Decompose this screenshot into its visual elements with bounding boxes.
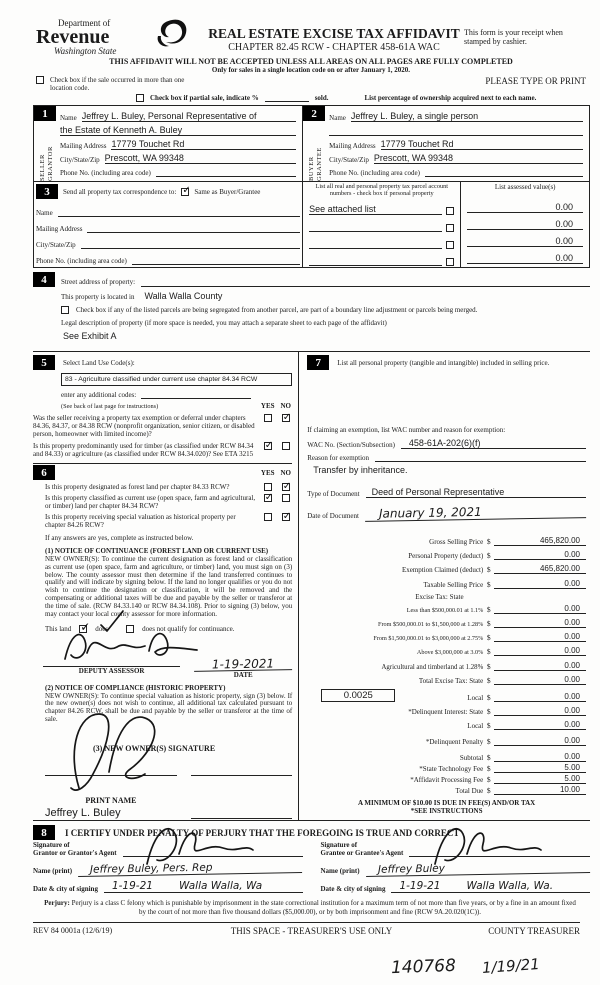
section-5-number: 5 [33,355,55,370]
street-address-field[interactable] [141,277,590,287]
doc-date-label: Date of Document [307,512,359,520]
logo-line2: Revenue [36,26,110,48]
corr-mailing-label: Mailing Address [36,225,83,233]
certify-statement: I CERTIFY UNDER PENALTY OF PERJURY THAT THE FOREGOING IS TRUE AND CORRECT [65,827,460,838]
exemption-claimed-field[interactable]: 465,820.00 [494,564,586,574]
s6-q1-yes-checkbox[interactable] [264,483,272,491]
local-excise-field[interactable]: 0.00 [494,692,586,702]
section-8-number: 8 [33,825,55,840]
header-only-note: Only for sales in a single location code on or after January 1, 2020. [211,66,411,74]
deputy-assessor-label: DEPUTY ASSESSOR [78,666,145,675]
gross-selling-price-field[interactable]: 465,820.00 [494,536,586,546]
doc-date-field[interactable]: January 19, 2021 [365,503,586,522]
form-subtitle: CHAPTER 82.45 RCW - CHAPTER 458-61A WAC [228,42,440,53]
treasurer-space-label: THIS SPACE - TREASURER'S USE ONLY [230,925,393,936]
street-address-label: Street address of property: [61,278,136,286]
corr-city-label: City/State/Zip [36,241,76,249]
seller-name-label: Name [60,114,77,122]
treasurer-stamp [391,957,540,977]
wac-field[interactable]: 458-61A-202(6)(f) [401,438,586,449]
this-land-label: This land [45,624,72,633]
same-as-buyer-checkbox[interactable]: ✓ [182,185,191,196]
s6-q2-no-checkbox[interactable] [282,494,290,502]
seller-city-field[interactable]: Prescott, WA 99348 [105,153,297,164]
buyer-name-label: Name [329,114,346,122]
s6-question-1: Is this property designated as forest land per chapter 84.33 RCW? [45,483,230,491]
parcel-header: List all real and personal property tax parcel account numbers - check box if personal property [315,183,449,197]
section-4 [33,272,590,341]
grantor-signature-field[interactable] [123,847,303,857]
subtotal-field[interactable]: 0.00 [494,752,586,762]
personal-property-checkbox-2[interactable] [446,241,454,249]
dor-logo [36,18,204,56]
county-treasurer-label: COUNTY TREASURER [488,925,580,936]
wac-label: WAC No. (Section/Subsection) [307,441,395,449]
ownership-note: List percentage of ownership acquired next to each name. [364,94,537,102]
form-footer [33,922,580,936]
corr-phone-label: Phone No. (including area code) [36,257,127,265]
section-3 [34,181,589,267]
assessed-field-0[interactable]: 0.00 [467,202,583,213]
grantee-sig-label: Signature of Grantee or Grantee's Agent [320,841,404,857]
personal-property-title: List all personal property (tangible and intangible) included in selling price. [337,358,550,367]
local-rate-box[interactable]: 0.0025 [321,689,395,702]
legal-description-label: Legal description of property (if more space is needed, you may attach a separate sheet to each page of the affidavit) [61,319,387,327]
notice1-title: (1) NOTICE OF CONTINUANCE (FOREST LAND OR CURRENT USE) [45,547,269,555]
does-not-label: does not qualify for continuance. [142,624,235,633]
parties-parcels-box [33,105,590,268]
seller-mailing-label: Mailing Address [60,142,107,150]
notice1-body: NEW OWNER(S): To continue the current designation as forest land or classification as current use (open space, farm and agriculture, or timber) land, you must sign on (3) below. The county assessor must then determine if the land transferred continues to qualify and will indicate by signing below. If the land no longer qualifies or you do not wish to continue the designation or classification, it will be removed and the compensating or additional taxes will be due and payable by the seller or transferor at the time of sale. (RCW 84.33.140 or RCW 84.34.108). Prior to signing (3) below, you may contact your local county assessor for more information. [45,555,293,618]
partial-sale-label: Check box if partial sale, indicate % [150,93,259,102]
personal-property-deduct-field[interactable]: 0.00 [494,550,586,560]
buyer-mailing-label: Mailing Address [329,142,376,150]
grantor-name-field[interactable]: Jeffrey Buley, Pers. Rep [78,860,303,877]
total-excise-state-field[interactable]: 0.00 [494,675,586,685]
doc-type-field[interactable]: Deed of Personal Representative [366,487,586,498]
seller-phone-field[interactable] [156,167,296,177]
buyer-name-field[interactable]: Jeffrey L. Buley, a single person [351,111,583,122]
buyer-phone-field[interactable] [425,167,583,177]
corr-city-field[interactable] [81,239,301,249]
multi-location-checkbox[interactable] [36,76,44,84]
receipt-note: This form is your receipt when stamped by cashier. [464,28,563,46]
excise-tier4-field[interactable]: 0.00 [494,646,586,656]
does-label: does [95,624,109,633]
no-header: NO [280,402,291,410]
s5-q2-no-checkbox[interactable] [282,442,290,450]
multi-location-label: Check box if the sale occurred in more than one location code. [50,76,185,92]
section-1-number: 1 [34,106,56,121]
parcel-field-0[interactable]: See attached list [309,204,442,215]
buyer-city-label: City/State/Zip [329,156,369,164]
corr-phone-field[interactable] [132,255,300,265]
please-type-note: PLEASE TYPE OR PRINT [485,76,586,86]
s5-q2-yes-checkbox[interactable]: ✓ [264,439,274,451]
buyer-mailing-field[interactable]: 17779 Touchet Rd [381,139,583,150]
personal-property-checkbox-0[interactable] [446,207,454,215]
logo-line3: Washington State [54,46,117,56]
perjury-statement: Perjury: Perjury is a class C felony which is punishable by imprisonment in the state correctional institution for a maximum term of not more than five years, or by a fine in an amount fixed by the court of not more than five thousand dollars ($5,000.00), or by both imprisonment and fine (RCW 9A.20.020(1C)). [44,899,576,917]
section-1-seller: 1 SELLER GRANTOR Name Jeffrey L. Buley, Personal Representative of the Estate of Kenneth A. Buley Mailing Address 17779 Touchet Rd City/State/Zip Prescott, WA 99348 Phone No. (including area code) [34,106,303,181]
excise-tier1-field[interactable]: 0.00 [494,604,586,614]
stamp-date: 1/19/21 [481,955,541,977]
header-warning: THIS AFFIDAVIT WILL NOT BE ACCEPTED UNLESS ALL AREAS ON ALL PAGES ARE FULLY COMPLETED [109,57,513,66]
delinquent-interest-local-field[interactable]: 0.00 [494,720,586,730]
grantor-signing-block [33,842,303,893]
seller-name-field[interactable]: Jeffrey L. Buley, Personal Representative of [82,111,296,122]
section-2-buyer: 2 BUYER GRANTEE Name Jeffrey L. Buley, a single person Mailing Address 17779 Touchet Rd City/State/Zip Prescott, WA 99348 Phone No. (including area code) [303,106,589,181]
notice2-body: NEW OWNER(S): To continue special valuation as historic property, sign (3) below. If the new owner(s) does not wish to continue, all additional tax calculated pursuant to chapter 84.26 RCW, shall be due and payable by the seller or transferor at the time of sale. [45,691,293,724]
seller-phone-label: Phone No. (including area code) [60,169,151,177]
personal-property-checkbox-3[interactable] [446,258,454,266]
revenue-swirl-icon [154,16,190,50]
partial-sale-checkbox[interactable] [136,94,144,102]
minimum-due-note: A MINIMUM OF $10.00 IS DUE IN FEE(S) AND/OR TAX [358,799,536,808]
corr-name-field[interactable] [58,207,300,217]
logo-line1: Department of [58,18,111,28]
parcel-field-2[interactable] [309,239,442,249]
assessed-field-1[interactable]: 0.00 [467,219,583,230]
section-7: 7 List all personal property (tangible and intangible) included in selling price. If claiming an exemption, list WAC number and reason for exemption: WAC No. (Section/Subsection) 458-61A-202(6)(f) Reason for exemption Transfer by inheritance. Type of Document Deed of Personal Representative Date of Document January 19, 2021 Gross Selling Price $ 465,820.00 Personal Property (deduct) $ 0.00 Exemption Claimed (deduct) $ 465,820.00 Taxable Selling Price $ 0.00 Excise Tax: State Less than $500,000.01 at 1.1% $ 0.00 From $500,000.01 to $1,500,000 at 1.28% $ 0.00 From $1,500,000.01 to $3,000,000 at 2.75% $ 0.00 Above $3,000,000 at 3.0% $ 0.00 Agricultural and timberland at 1.28% $ 0.00 Total Excise Tax: State $ 0.00 0.0025 Local $ 0.00 *Delinquent Interest: State $ 0.00 Local $ 0.00 *Delinquent Penalty $ 0.00 Subtotal $ 0.00 *State Technology Fee $ 5.00 *Affidavit Processing Fee $ 5.00 Total Due $ 10.00 A MINIMUM OF $10.00 IS DUE IN FEE(S) AND/OR TAX *SEE INSTRUCTIONS [299,352,590,820]
print-name-value[interactable]: Jeffrey L. Buley [45,806,121,819]
any-yes-note: If any answers are yes, complete as instructed below. [45,534,194,542]
s6-q2-yes-checkbox[interactable]: ✓ [264,491,274,503]
s6-q3-no-checkbox[interactable]: ✓ [282,510,292,522]
stamp-number: 140768 [390,955,457,979]
excise-agtimber-field[interactable]: 0.00 [494,661,586,671]
s5-q1-yes-checkbox[interactable] [264,414,272,422]
seller-city-label: City/State/Zip [60,156,100,164]
buyer-name-field-2[interactable] [329,126,583,136]
s5-q1-no-checkbox[interactable]: ✓ [282,411,292,423]
deputy-signature-field[interactable] [43,657,180,667]
delinquent-interest-state-field[interactable]: 0.00 [494,706,586,716]
notice2-title: (2) NOTICE OF COMPLIANCE (HISTORIC PROPERTY) [45,683,226,692]
form-title: REAL ESTATE EXCISE TAX AFFIDAVIT [208,26,460,41]
seller-name-field-2[interactable]: the Estate of Kenneth A. Buley [60,125,296,136]
affidavit-processing-fee-field[interactable]: 5.00 [494,774,586,784]
corr-name-label: Name [36,209,53,217]
see-instructions-note: *SEE INSTRUCTIONS [410,807,483,816]
form-header [0,0,600,102]
s5-question-2: Is this property predominantly used for timber (as classified under RCW 84.34 and 84.33) or agriculture (as classified under RCW 84.34.020)? See ETA 3215 [33,442,254,458]
new-owner-signature-label: (3) NEW OWNER(S) SIGNATURE [93,743,216,753]
delinquent-penalty-field[interactable]: 0.00 [494,736,586,746]
land-use-tax-block [33,351,590,821]
s5-question-1: Was the seller receiving a property tax exemption or deferral under chapters 84.36, 84.37, or 84.38 RCW (nonprofit organization, senior citizen, or disabled person, homeowner with limited income)? [33,414,255,438]
partial-sale-sold: sold. [314,93,329,102]
assessed-header: List assessed value(s) [494,183,556,191]
section-2-number: 2 [303,106,325,121]
grantee-date-label: Date & city of signing [320,885,386,894]
land-use-title: Select Land Use Code(s): [63,358,135,367]
parcel-field-3[interactable] [309,256,442,266]
s6-question-2: Is this property classified as current use (open space, farm and agricultural, or timber) land per chapter 84.34 RCW? [45,494,256,510]
new-owner-signature-field[interactable] [45,775,177,776]
segregated-label: Check box if any of the listed parcels are being segregated from another parcel, are part of a boundary line adjustment or parcels being merged. [76,306,478,314]
send-correspondence-label: Send all property tax correspondence to: [63,187,177,196]
personal-property-checkbox-1[interactable] [446,224,454,232]
assessed-field-2[interactable]: 0.00 [467,236,583,247]
reason-value: Transfer by inheritance. [313,465,408,475]
total-due-field[interactable]: 10.00 [494,785,586,795]
s6-question-3: Is this property receiving special valuation as historical property per chapter 84.26 RCW? [45,513,236,529]
grantor-sig-label: Signature of Grantor or Grantor's Agent [33,841,117,857]
same-as-buyer-label: Same as Buyer/Grantee [194,187,261,196]
state-technology-fee-field[interactable]: 5.00 [494,763,586,773]
grantee-name-label: Name (print) [320,867,360,876]
section-6: 6 YES NO Is this property designated as forest land per chapter 84.33 RCW? ✓ Is this property classified as current use (open space, farm and agricultural, or timber) land per chapter 84.34 RCW? ✓ Is this property receiving special valuation as historical property per chapter 84.26 RCW? ✓ If any answers are yes, complete as instructed below. (1) NOTICE OF CONTINUANCE (FOREST LAND OR CURRENT USE) NEW OWNER(S): To continue the current designation as forest land or classification as current use (open space, farm and agriculture, or timber) land, you must sign on (3) below. The county assessor must then determine if the land transferred continues to qualify and will indicate by signing below. If the land no longer qualifies or you do not wish to continue the designation or classification, it will be removed and the compensating or additional taxes will be due and payable by the seller or transferor at the time of sale. (RCW 84.33.140 or RCW 84.34.108). Prior to signing (3) below, you may contact your local county assessor for more information. This land ✓ does does not qualify for continuance. DEPUTY ASSESSOR 1-19-2021 DATE (2) NOTICE OF COMPLIANCE (HISTORIC PROPERTY) NEW OWNER(S): To continue special valuation as historic property, sign (3) below. If the new owner(s) does not wish to continue, all additional tax calculated pursuant to chapter 84.26 RCW, shall be due and payable by the seller or transferor at the time of sale. (3) NEW OWNER(S) SIGNATURE PRINT NAME Jeffrey L. Buley [33,463,292,819]
excise-tier2-field[interactable]: 0.00 [494,618,586,628]
taxable-selling-price-field[interactable]: 0.00 [494,579,586,589]
land-use-code-select[interactable]: 83 - Agriculture classified under current use chapter 84.34 RCW [61,373,292,386]
grantor-name-label: Name (print) [33,867,73,876]
buyer-city-field[interactable]: Prescott, WA 99348 [374,153,583,164]
grantee-signing-block [321,842,591,893]
grantee-name-field[interactable]: Jeffrey Buley [365,860,590,877]
located-county-value[interactable]: Walla Walla County [144,291,223,301]
section-7-number: 7 [307,355,329,370]
s6-q3-yes-checkbox[interactable] [264,513,272,521]
deputy-date-label: DATE [233,670,253,679]
deputy-date-value[interactable]: 1-19-2021 [194,656,292,672]
buyer-side-label: BUYER [307,156,315,181]
section-5 [33,352,299,820]
grantee-date-field[interactable]: 1-19-21 Walla Walla, Wa. [391,880,590,893]
instructions-note: (See back of last page for instructions) [61,402,159,410]
section-6-number: 6 [33,465,55,480]
legal-description-value[interactable]: See Exhibit A [63,331,117,341]
section-4-number: 4 [33,272,55,287]
exemption-note: If claiming an exemption, list WAC number and reason for exemption: [307,426,506,434]
reason-label: Reason for exemption [307,454,370,462]
seller-mailing-field[interactable]: 17779 Touchet Rd [111,139,296,150]
grantee-signature-field[interactable] [409,847,590,857]
grantor-date-field[interactable]: 1-19-21 Walla Walla, Wa [104,880,303,893]
additional-codes-field[interactable] [141,389,251,399]
assessed-field-3[interactable]: 0.00 [467,253,583,264]
segregated-checkbox[interactable] [61,306,69,314]
does-not-qualify-checkbox[interactable] [126,625,134,633]
located-in-label: This property is located in [61,293,135,301]
additional-codes-label: enter any additional codes: [61,391,137,399]
yes-header: YES [260,402,275,410]
parcel-field-1[interactable] [309,222,442,232]
rev-number: REV 84 0001a (12/6/19) [33,925,113,935]
section-3-number: 3 [36,184,58,199]
section-8 [33,825,590,893]
grantor-date-label: Date & city of signing [33,885,98,894]
excise-tier3-field[interactable]: 0.00 [494,632,586,642]
doc-type-label: Type of Document [307,490,360,498]
buyer-phone-label: Phone No. (including area code) [329,169,420,177]
print-name-label: PRINT NAME [85,795,137,805]
excise-tax-state-header: Excise Tax: State [415,592,464,601]
reason-field[interactable] [375,452,586,462]
partial-sale-percent-field[interactable] [265,93,309,102]
seller-side-label: SELLER [38,154,46,181]
corr-mailing-field[interactable] [87,223,300,233]
does-qualify-checkbox[interactable]: ✓ [80,619,91,634]
s6-q1-no-checkbox[interactable]: ✓ [282,480,292,492]
